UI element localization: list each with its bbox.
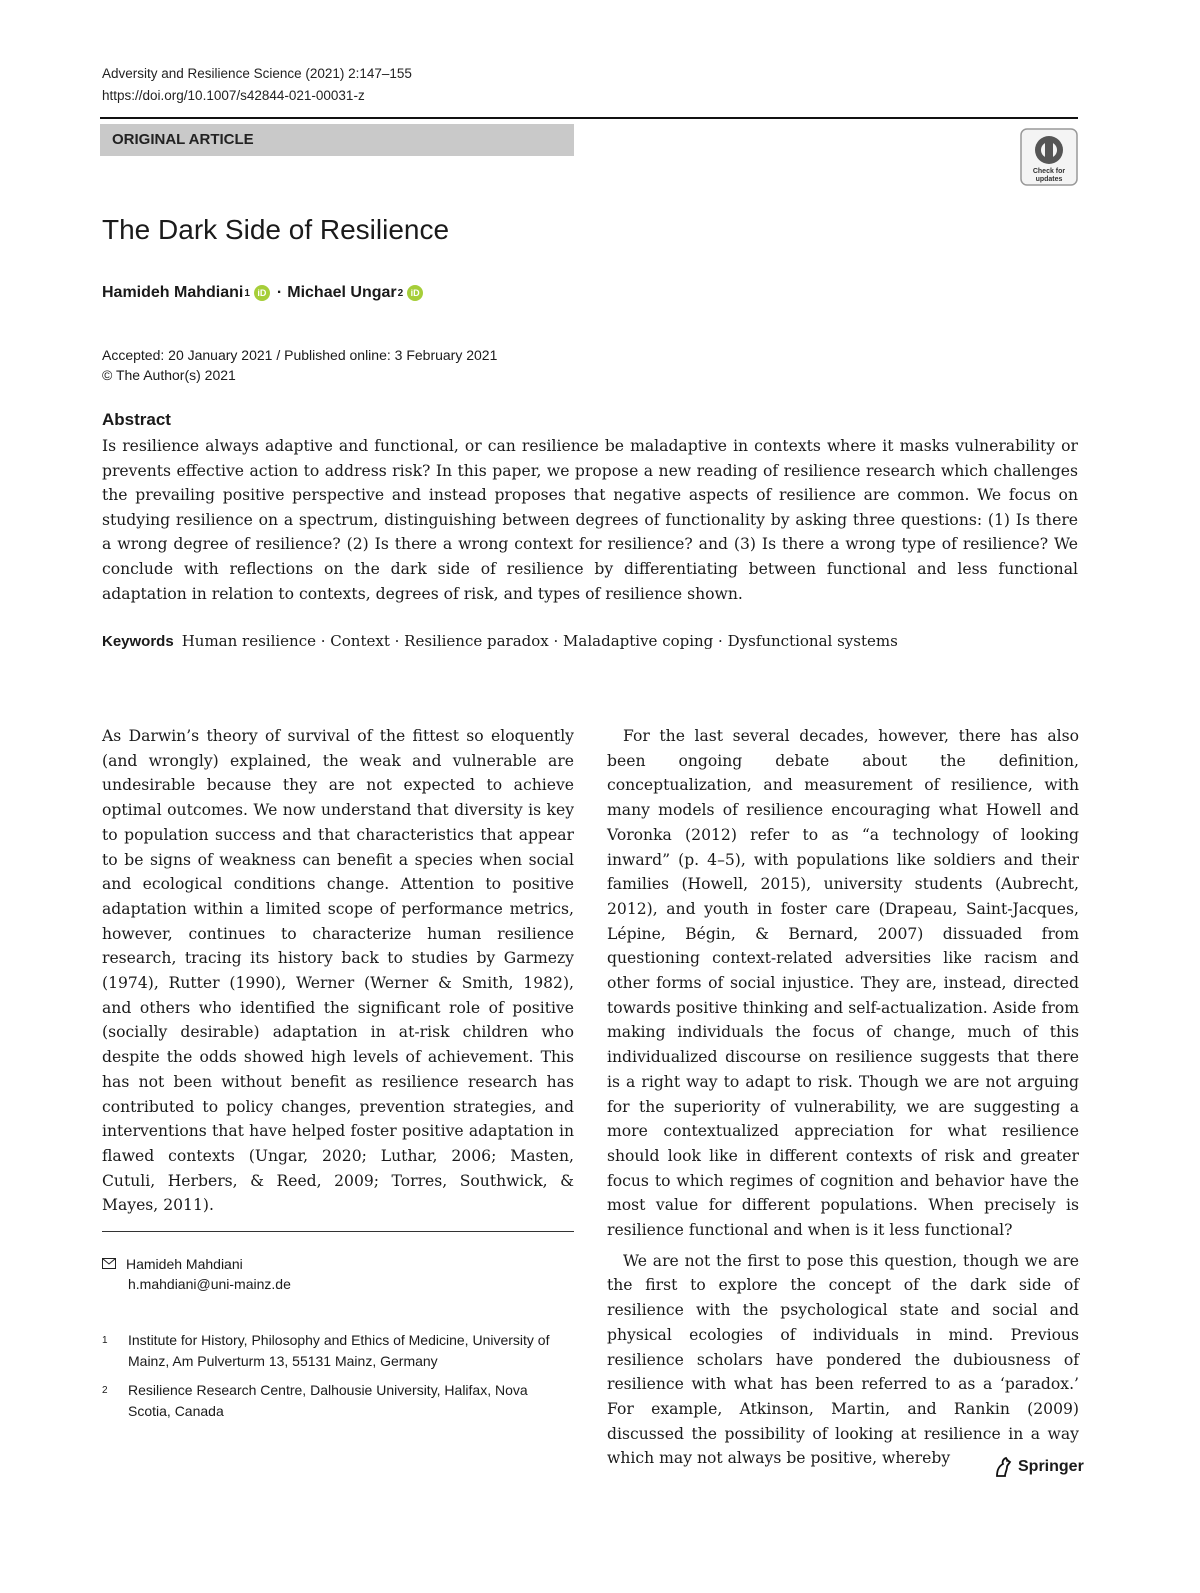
publisher-name: Springer xyxy=(1018,1458,1084,1475)
body-paragraph: As Darwin’s theory of survival of the fittest so eloquently (and wrongly) explained, the weak and vulnerable are undesirable because they are not expected to achieve optimal outcomes. We now understand that diversity is key to population success and that characteristics that appear to be signs of weakness can benefit a species when social and ecological conditions change. Attention to positive adaptation within a limited scope of performance metrics, however, continues to characterize human resilience research, tracing its history back to studies by Garmezy (1974), Rutter (1990), Werner (Werner & Smith, 1982), and others who identified the significant role of positive (socially desirable) adaptation in at-risk children who despite the odds showed high levels of achievement. This has not been without benefit as resilience research has contributed to policy changes, prevention strategies, and interventions that have helped foster positive adaptation in flawed contexts (Ungar, 2020; Luthar, 2006; Masten, Cutuli, Herbers, & Reed, 2009; Torres, Southwick, & Mayes, 2011). xyxy=(102,727,574,1215)
keywords-text: Human resilience · Context · Resilience paradox · Maladaptive coping · Dysfunctional systems xyxy=(181,632,898,650)
journal-citation: Adversity and Resilience Science (2021) 2:147–155 xyxy=(102,66,412,81)
author-separator: · xyxy=(276,284,283,301)
author-name: Michael Ungar xyxy=(287,284,397,301)
crossmark-badge[interactable] xyxy=(1020,128,1078,186)
doi-link[interactable]: https://doi.org/10.1007/s42844-021-00031-z xyxy=(102,88,365,103)
footnote-rule xyxy=(102,1231,574,1232)
affiliation-1 xyxy=(102,1330,574,1372)
article-title: The Dark Side of Resilience xyxy=(102,214,450,245)
author-affil-sup: 1 xyxy=(244,287,250,299)
orcid-icon[interactable]: iD xyxy=(407,285,423,301)
publication-dates xyxy=(102,345,497,385)
abstract-text: Is resilience always adaptive and functional, or can resilience be maladaptive in contexts where it masks vulnerability or prevents effective action to address risk? In this paper, we propose a new reading of resilience research which challenges the prevailing positive perspective and instead proposes that negative aspects of resilience are common. We focus on studying resilience on a spectrum, distinguishing between degrees of functionality by asking three questions: (1) Is there a wrong degree of resilience? (2) Is there a wrong context for resilience? and (3) Is there a wrong type of resilience? We conclude with reflections on the dark side of resilience by differentiating between functional and less functional adaptation in relation to contexts, degrees of risk, and types of resilience shown. xyxy=(102,437,1078,603)
orcid-icon[interactable]: iD xyxy=(254,285,270,301)
svg-text:updates: updates xyxy=(1035,176,1063,183)
springer-horse-icon xyxy=(992,1456,1014,1478)
affiliation-number: 2 xyxy=(102,1385,108,1396)
affiliation-number: 1 xyxy=(102,1335,108,1346)
affiliation-text: Resilience Research Centre, Dalhousie University, Halifax, Nova Scotia, Canada xyxy=(128,1382,528,1419)
keywords xyxy=(102,632,898,650)
contact-name: Hamideh Mahdiani xyxy=(126,1256,243,1272)
author-affil-sup: 2 xyxy=(397,287,404,299)
svg-text:Check for: Check for xyxy=(1032,168,1066,175)
affiliation-text: Institute for History, Philosophy and Ethics of Medicine, University of Mainz, Am Pulverturm 13, 55131 Mainz, Germany xyxy=(128,1332,550,1369)
author-name: Hamideh Mahdiani xyxy=(102,284,244,301)
copyright-line: © The Author(s) 2021 xyxy=(102,367,236,383)
affiliation-2 xyxy=(102,1380,574,1422)
body-column-left xyxy=(102,724,574,1218)
header-rule xyxy=(100,117,1078,119)
body-paragraph: We are not the first to pose this question, though we are the first to explore the concept of the dark side of resilience with the psychological state and social and physical ecologies of individuals in mind. Previous resilience scholars have pondered the dubiousness of resilience with what has been referred to as a ‘paradox.’ For example, Atkinson, Martin, and Rankin (2009) discussed the possibility of looking at resilience in a way which may not always be positive, whereby xyxy=(607,1251,1079,1468)
envelope-icon xyxy=(102,1254,116,1274)
abstract-heading: Abstract xyxy=(102,410,171,429)
corresponding-author xyxy=(102,1254,291,1294)
publisher-logo xyxy=(992,1456,1084,1478)
contact-email[interactable]: h.mahdiani@uni-mainz.de xyxy=(128,1276,291,1292)
keywords-label: Keywords xyxy=(102,633,174,650)
dates-line: Accepted: 20 January 2021 / Published online: 3 February 2021 xyxy=(102,347,498,363)
article-type-banner: ORIGINAL ARTICLE xyxy=(100,124,574,156)
crossmark-icon xyxy=(1020,128,1078,186)
body-paragraph: For the last several decades, however, there has also been ongoing debate about the definition, conceptualization, and measurement of resilience, with many models of resilience encouraging what Howell and Voronka (2012) refer to as “a technology of looking inward” (p. 4–5), with populations like soldiers and their families (Howell, 2015), university students (Aubrecht, 2012), and youth in foster care (Drapeau, Saint-Jacques, Lépine, Bégin, & Bernard, 2007) dissuaded from questioning context-related adversities like racism and other forms of social injustice. They are, instead, directed towards positive thinking and self-actualization. Aside from making individuals the focus of change, much of this individualized discourse on resilience suggests that there is a right way to adapt to risk. Though we are not arguing for the superiority of vulnerability, we are suggesting a more contextualized appreciation for what resilience should look like in different contexts of risk and greater focus to which regimes of cognition and behavior have the most value for different populations. When precisely is resilience functional and when is it less functional? xyxy=(607,727,1079,1240)
body-column-right xyxy=(607,724,1079,1471)
author-list xyxy=(102,284,428,302)
